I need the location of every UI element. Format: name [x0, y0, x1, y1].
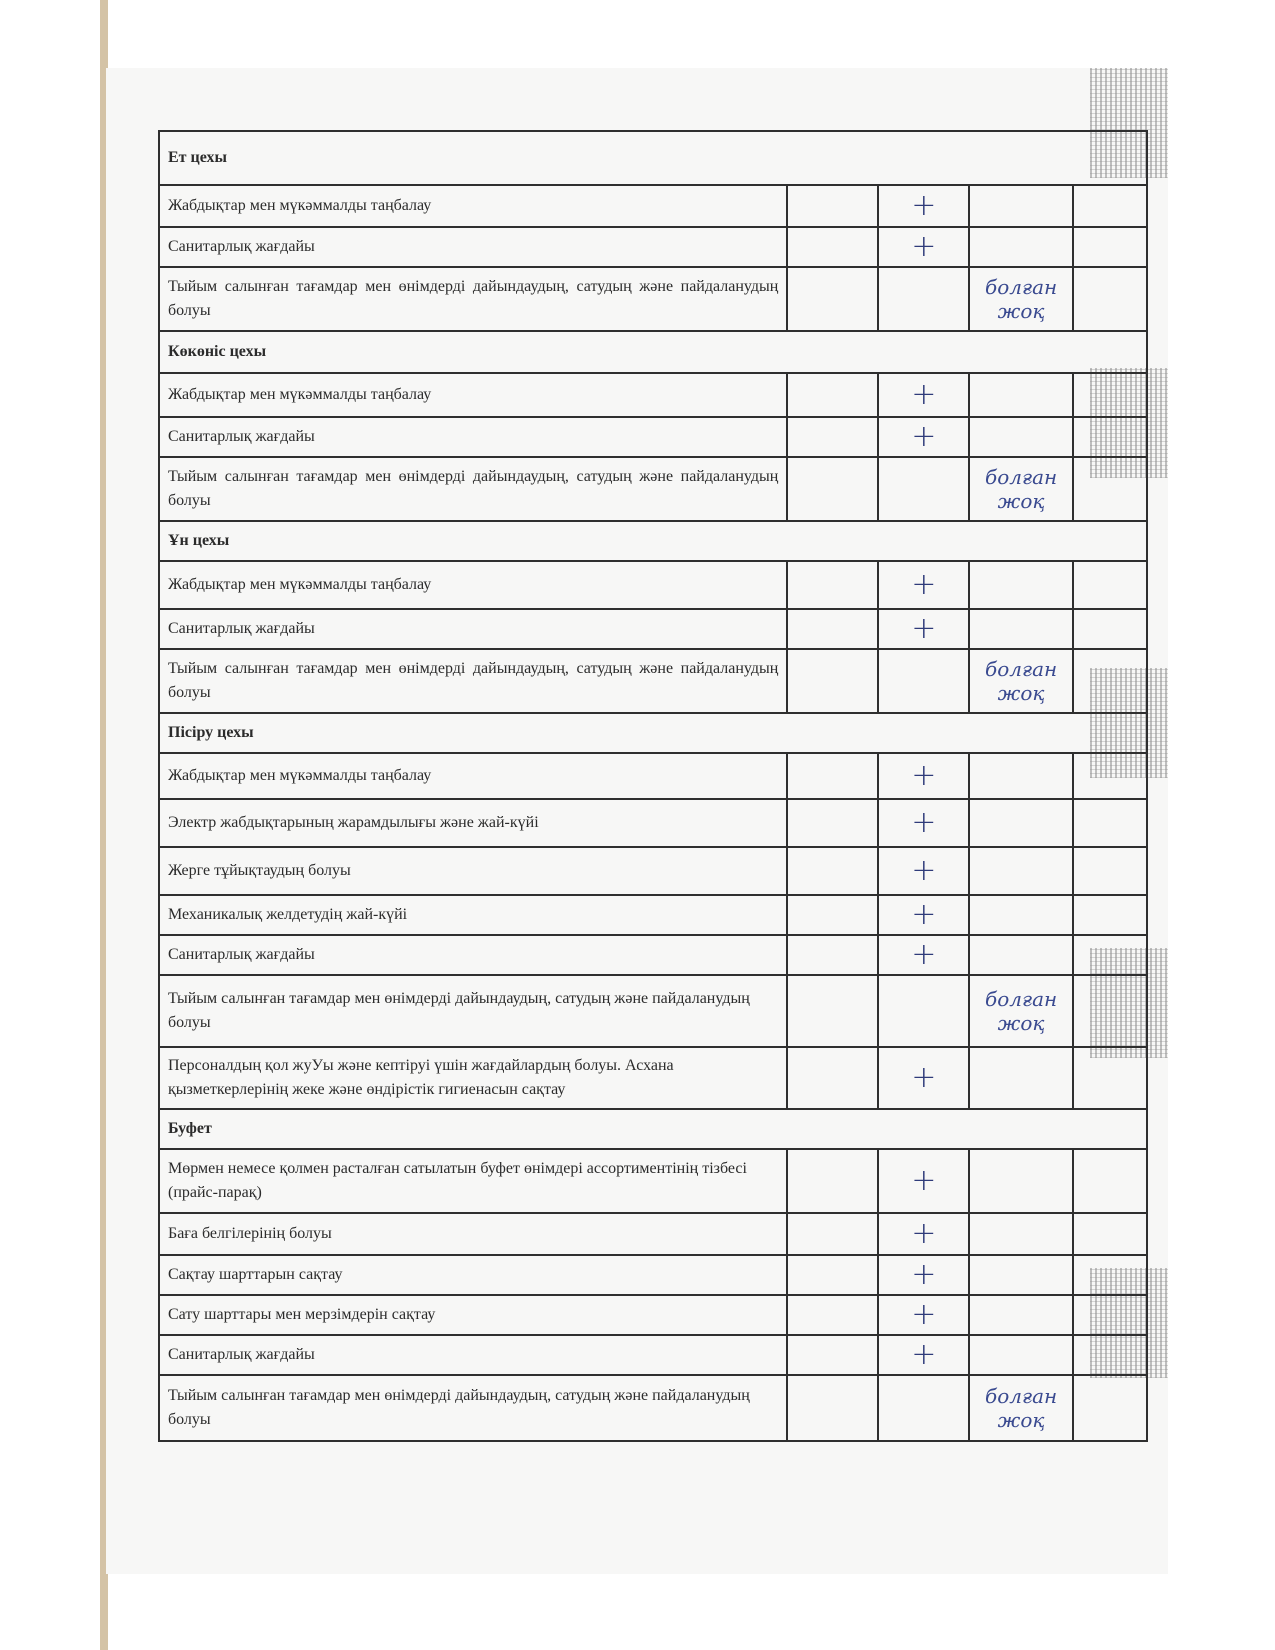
- criterion-text: Санитарлық жағдайы: [159, 609, 787, 649]
- section-title: Ұн цехы: [159, 521, 1147, 561]
- blank-cell: [1073, 1149, 1147, 1213]
- handwritten-note: [969, 185, 1073, 227]
- criterion-text: Тыйым салынған тағамдар мен өнімдерді дайындаудың, сатудың және пайдаланудың болуы: [159, 975, 787, 1047]
- handwritten-note: болған жоқ: [969, 1375, 1073, 1441]
- criterion-text: Жабдықтар мен мүкәммалды таңбалау: [159, 753, 787, 799]
- handwritten-plus-mark: +: [878, 561, 969, 609]
- handwritten-plus-mark: +: [878, 1255, 969, 1295]
- handwritten-note: [969, 935, 1073, 975]
- blank-cell: [787, 847, 878, 895]
- handwritten-note: [969, 227, 1073, 267]
- criterion-text: Санитарлық жағдайы: [159, 417, 787, 457]
- criterion-text: Персоналдың қол жуУы және кептіруі үшін жағдайлардың болуы. Асхана қызметкерлерінің жеке және өндірістік гигиенасын сақтау: [159, 1047, 787, 1109]
- criterion-text: Тыйым салынған тағамдар мен өнімдерді дайындаудың, сатудың және пайдаланудың болуы: [159, 267, 787, 331]
- blank-cell: [787, 561, 878, 609]
- handwritten-note: [969, 609, 1073, 649]
- handwritten-plus-mark: +: [878, 847, 969, 895]
- checklist-row: [159, 847, 1147, 895]
- blank-cell: [787, 649, 878, 713]
- blank-cell: [787, 1149, 878, 1213]
- section-row: [159, 713, 1147, 753]
- handwritten-plus-mark: +: [878, 609, 969, 649]
- blank-cell: [787, 1335, 878, 1375]
- criterion-text: Электр жабдықтарының жарамдылығы және жай-күйі: [159, 799, 787, 847]
- checklist-row: [159, 417, 1147, 457]
- checklist-row: [159, 895, 1147, 935]
- handwritten-plus-mark: +: [878, 1295, 969, 1335]
- blank-cell: [1073, 1335, 1147, 1375]
- handwritten-note: [969, 847, 1073, 895]
- handwritten-note: [969, 1213, 1073, 1255]
- blank-cell: [1073, 609, 1147, 649]
- checklist-row: [159, 227, 1147, 267]
- section-row: [159, 1109, 1147, 1149]
- handwritten-plus-mark: +: [878, 799, 969, 847]
- handwritten-plus-mark: +: [878, 895, 969, 935]
- blank-cell: [787, 1375, 878, 1441]
- section-title: Пісіру цехы: [159, 713, 1147, 753]
- criterion-text: Тыйым салынған тағамдар мен өнімдерді дайындаудың, сатудың және пайдаланудың болуы: [159, 457, 787, 521]
- handwritten-plus-mark: [878, 1375, 969, 1441]
- criterion-text: Жабдықтар мен мүкәммалды таңбалау: [159, 373, 787, 417]
- handwritten-note: [969, 1295, 1073, 1335]
- checklist-row: [159, 1149, 1147, 1213]
- handwritten-plus-mark: [878, 975, 969, 1047]
- blank-cell: [1073, 935, 1147, 975]
- blank-cell: [1073, 753, 1147, 799]
- blank-cell: [1073, 649, 1147, 713]
- checklist-row: [159, 1213, 1147, 1255]
- blank-cell: [1073, 975, 1147, 1047]
- handwritten-note: [969, 1149, 1073, 1213]
- criterion-text: Баға белгілерінің болуы: [159, 1213, 787, 1255]
- blank-cell: [787, 799, 878, 847]
- checklist-row: [159, 609, 1147, 649]
- blank-cell: [787, 1295, 878, 1335]
- criterion-text: Жабдықтар мен мүкәммалды таңбалау: [159, 185, 787, 227]
- blank-cell: [787, 1255, 878, 1295]
- handwritten-note: болған жоқ: [969, 649, 1073, 713]
- handwritten-plus-mark: +: [878, 935, 969, 975]
- handwritten-note: [969, 1255, 1073, 1295]
- blank-cell: [1073, 1047, 1147, 1109]
- checklist-row: [159, 1375, 1147, 1441]
- handwritten-plus-mark: +: [878, 417, 969, 457]
- section-title: Ет цехы: [159, 131, 1147, 185]
- criterion-text: Сақтау шарттарын сақтау: [159, 1255, 787, 1295]
- handwritten-plus-mark: +: [878, 1335, 969, 1375]
- blank-cell: [787, 185, 878, 227]
- checklist-row: [159, 1255, 1147, 1295]
- handwritten-plus-mark: +: [878, 227, 969, 267]
- criterion-text: Механикалық желдетудің жай-күйі: [159, 895, 787, 935]
- checklist-row: [159, 185, 1147, 227]
- checklist-row: [159, 1295, 1147, 1335]
- handwritten-note: болған жоқ: [969, 267, 1073, 331]
- criterion-text: Санитарлық жағдайы: [159, 935, 787, 975]
- blank-cell: [787, 457, 878, 521]
- blank-cell: [787, 935, 878, 975]
- handwritten-note: [969, 799, 1073, 847]
- checklist-body: [159, 131, 1147, 1441]
- blank-cell: [787, 373, 878, 417]
- handwritten-note: [969, 561, 1073, 609]
- inspection-checklist-table: [158, 130, 1148, 1442]
- handwritten-plus-mark: [878, 457, 969, 521]
- blank-cell: [1073, 417, 1147, 457]
- handwritten-plus-mark: +: [878, 1213, 969, 1255]
- checklist-row: [159, 373, 1147, 417]
- blank-cell: [787, 895, 878, 935]
- criterion-text: Санитарлық жағдайы: [159, 227, 787, 267]
- handwritten-note: [969, 753, 1073, 799]
- document-sheet: [106, 68, 1168, 1574]
- criterion-text: Сату шарттары мен мерзімдерін сақтау: [159, 1295, 787, 1335]
- handwritten-plus-mark: [878, 649, 969, 713]
- handwritten-note: [969, 1047, 1073, 1109]
- section-row: [159, 521, 1147, 561]
- checklist-row: [159, 935, 1147, 975]
- checklist-row: [159, 649, 1147, 713]
- blank-cell: [787, 1213, 878, 1255]
- handwritten-plus-mark: +: [878, 373, 969, 417]
- checklist-row: [159, 1047, 1147, 1109]
- blank-cell: [1073, 799, 1147, 847]
- blank-cell: [787, 267, 878, 331]
- blank-cell: [787, 417, 878, 457]
- criterion-text: Жабдықтар мен мүкәммалды таңбалау: [159, 561, 787, 609]
- handwritten-plus-mark: [878, 267, 969, 331]
- blank-cell: [1073, 561, 1147, 609]
- criterion-text: Тыйым салынған тағамдар мен өнімдерді дайындаудың, сатудың және пайдаланудың болуы: [159, 1375, 787, 1441]
- handwritten-note: [969, 417, 1073, 457]
- handwritten-plus-mark: +: [878, 1047, 969, 1109]
- checklist-row: [159, 1335, 1147, 1375]
- blank-cell: [1073, 185, 1147, 227]
- blank-cell: [1073, 1295, 1147, 1335]
- criterion-text: Тыйым салынған тағамдар мен өнімдерді дайындаудың, сатудың және пайдаланудың болуы: [159, 649, 787, 713]
- section-row: [159, 331, 1147, 373]
- blank-cell: [1073, 1255, 1147, 1295]
- blank-cell: [1073, 227, 1147, 267]
- blank-cell: [1073, 457, 1147, 521]
- handwritten-note: [969, 373, 1073, 417]
- handwritten-plus-mark: +: [878, 185, 969, 227]
- checklist-row: [159, 753, 1147, 799]
- blank-cell: [787, 227, 878, 267]
- blank-cell: [787, 975, 878, 1047]
- checklist-row: [159, 267, 1147, 331]
- criterion-text: Санитарлық жағдайы: [159, 1335, 787, 1375]
- section-title: Көкөніс цехы: [159, 331, 1147, 373]
- criterion-text: Мөрмен немесе қолмен расталған сатылатын буфет өнімдері ассортиментінің тізбесі (прайс-парақ): [159, 1149, 787, 1213]
- handwritten-plus-mark: +: [878, 1149, 969, 1213]
- checklist-row: [159, 457, 1147, 521]
- checklist-row: [159, 799, 1147, 847]
- checklist-row: [159, 975, 1147, 1047]
- blank-cell: [1073, 267, 1147, 331]
- blank-cell: [1073, 895, 1147, 935]
- blank-cell: [787, 609, 878, 649]
- section-title: Буфет: [159, 1109, 1147, 1149]
- criterion-text: Жерге тұйықтаудың болуы: [159, 847, 787, 895]
- handwritten-note: болған жоқ: [969, 457, 1073, 521]
- blank-cell: [1073, 373, 1147, 417]
- handwritten-note: болған жоқ: [969, 975, 1073, 1047]
- handwritten-note: [969, 1335, 1073, 1375]
- blank-cell: [1073, 1213, 1147, 1255]
- blank-cell: [1073, 847, 1147, 895]
- blank-cell: [1073, 1375, 1147, 1441]
- handwritten-plus-mark: +: [878, 753, 969, 799]
- handwritten-note: [969, 895, 1073, 935]
- checklist-row: [159, 561, 1147, 609]
- section-row: [159, 131, 1147, 185]
- blank-cell: [787, 753, 878, 799]
- blank-cell: [787, 1047, 878, 1109]
